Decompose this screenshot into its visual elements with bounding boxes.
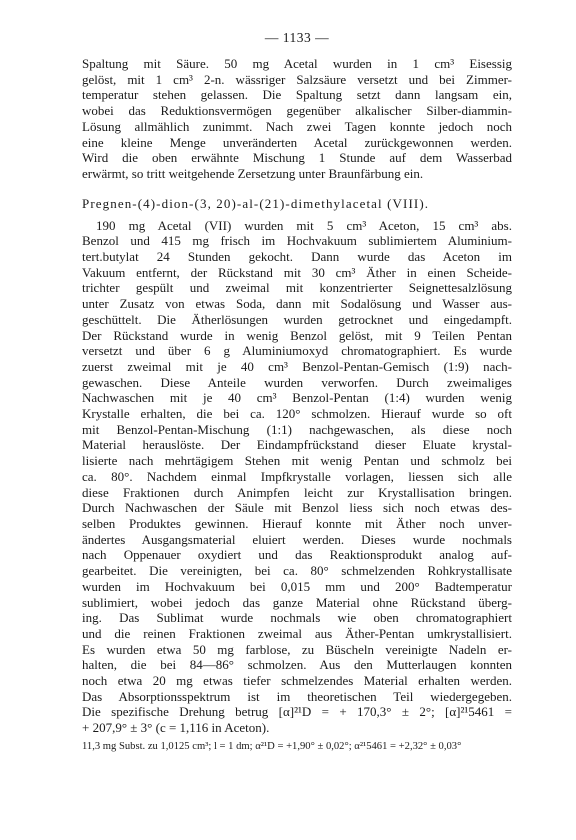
- text-line: Vakuum entfernt, der Rückstand mit 30 cm³ Äther in einen Scheide-: [82, 264, 512, 280]
- text-line: sublimiert, wobei jedoch das ganze Material ohne Rückstand überg-: [82, 594, 512, 610]
- text-line: trichter gespült und zweimal mit konzentrierter Seignettesalzlösung: [82, 280, 512, 296]
- text-line: Wird die oben erwähnte Mischung 1 Stunde auf dem Wasserbad: [82, 150, 512, 166]
- text-line: Es wurden etwa 50 mg farblose, zu Büscheln vereinigte Nadeln er-: [82, 641, 512, 657]
- paragraph-experiment: [82, 218, 512, 736]
- text-line: Das Absorptionsspektrum ist im theoretischen Teil wiedergegeben.: [82, 688, 512, 704]
- text-line: halten, die bei 84—86° schmolzen. Aus den Mutterlaugen konnten: [82, 657, 512, 673]
- text-line: erwärmt, so tritt weitgehende Zersetzung unter Braunfärbung ein.: [82, 165, 424, 181]
- text-line: Der Rückstand wurde in wenig Benzol gelöst, mit 9 Teilen Pentan: [82, 327, 512, 343]
- text-line: 190 mg Acetal (VII) wurden mit 5 cm³ Aceton, 15 cm³ abs.: [96, 217, 512, 233]
- text-line: versetzt und über 6 g Aluminiumoxyd chromatographiert. Es wurde: [82, 343, 512, 359]
- text-line: geschüttelt. Die Ätherlösungen wurden getrocknet und eingedampft.: [82, 311, 512, 327]
- text-line: wobei das Reduktionsvermögen gegenüber alkalischer Silber-diammin-: [82, 103, 512, 119]
- text-line: noch etwa 20 mg etwas tiefer schmelzendes Material erhalten werden.: [82, 673, 512, 689]
- text-line: eine kleine Menge unveränderten Acetal zurückgewonnen werden.: [82, 134, 512, 150]
- text-line: nach Oppenauer oxydiert und das Reaktionsprodukt analog auf-: [82, 547, 512, 563]
- paragraph-cleavage: [82, 56, 512, 182]
- text-line: Lösung allmählich zunimmt. Nach zwei Tagen konnte jedoch noch: [82, 118, 512, 134]
- text-line: diese Fraktionen durch Animpfen leicht zur Krystallisation bringen.: [82, 484, 512, 500]
- text-line: Material herauslöste. Der Eindampfrückstand dieser Eluate krystal-: [82, 437, 512, 453]
- text-line: gewaschen. Diese Anteile wurden verworfen. Durch zweimaliges: [82, 374, 512, 390]
- text-line: und die reinen Fraktionen zweimal aus Äther-Pentan umkrystallisiert.: [82, 625, 512, 641]
- page-number: — 1133 —: [264, 30, 330, 45]
- text-line: temperatur stehen gelassen. Die Spaltung setzt dann langsam ein,: [82, 87, 512, 103]
- text-line: Benzol und 415 mg frisch im Hochvakuum sublimiertem Aluminium-: [82, 233, 512, 249]
- text-line: ca. 80°. Nachdem einmal Impfkrystalle vorlagen, liessen sich alle: [82, 468, 512, 484]
- text-line: ändertes Ausgangsmaterial eluiert werden. Dieses wurde nochmals: [82, 531, 512, 547]
- text-line: lisierte nach mehrtägigem Stehen mit wenig Pentan und schmolz bei: [82, 453, 512, 469]
- text-line: Krystalle erhalten, die bei ca. 120° schmolzen. Hierauf wurde so oft: [82, 406, 512, 422]
- text-line: tert.butylat 24 Stunden gekocht. Dann wurde das Aceton im: [82, 249, 512, 265]
- document-page: [82, 30, 512, 754]
- text-line: ing. Das Sublimat wurde nochmals wie oben chromatographiert: [82, 610, 512, 626]
- text-line: zuerst zweimal mit je 40 cm³ Benzol-Pentan-Gemisch (1:9) nach-: [82, 358, 512, 374]
- section-heading: Pregnen-(4)-dion-(3, 20)-al-(21)-dimethylacetal (VIII).: [82, 195, 430, 211]
- text-line: Nachwaschen mit je 40 cm³ Benzol-Pentan (1:4) wurden wenig: [82, 390, 512, 406]
- text-line: + 207,9° ± 3° (c = 1,116 in Aceton).: [82, 720, 270, 736]
- text-line: mit Benzol-Pentan-Mischung (1:1) nachgewaschen, als diese noch: [82, 421, 512, 437]
- text-line: Die spezifische Drehung betrug [α]²¹D = + 170,3° ± 2°; [α]²¹5461 =: [82, 704, 512, 720]
- text-line: Durch Nachwaschen der Säule mit Benzol liess sich noch etwas des-: [82, 500, 512, 516]
- measurement-footnote: 11,3 mg Subst. zu 1,0125 cm³; l = 1 dm; α²¹D = +1,90° ± 0,02°; α²¹5461 = +2,32° ± 0,03°: [82, 740, 462, 752]
- text-line: wurden im Hochvakuum bei 0,015 mm und 200° Badtemperatur: [82, 578, 512, 594]
- text-line: gearbeitet. Die vereinigten, bei ca. 80° schmelzenden Rohkrystallisate: [82, 563, 512, 579]
- text-line: gelöst, mit 1 cm³ 2-n. wässriger Salzsäure versetzt und bei Zimmer-: [82, 71, 512, 87]
- text-line: selben Produktes gewinnen. Hierauf konnte mit Äther noch unver-: [82, 515, 512, 531]
- text-line: unter Zusatz von etwas Soda, dann mit Sodalösung und Wasser aus-: [82, 296, 512, 312]
- text-line: Spaltung mit Säure. 50 mg Acetal wurden in 1 cm³ Eisessig: [82, 56, 512, 71]
